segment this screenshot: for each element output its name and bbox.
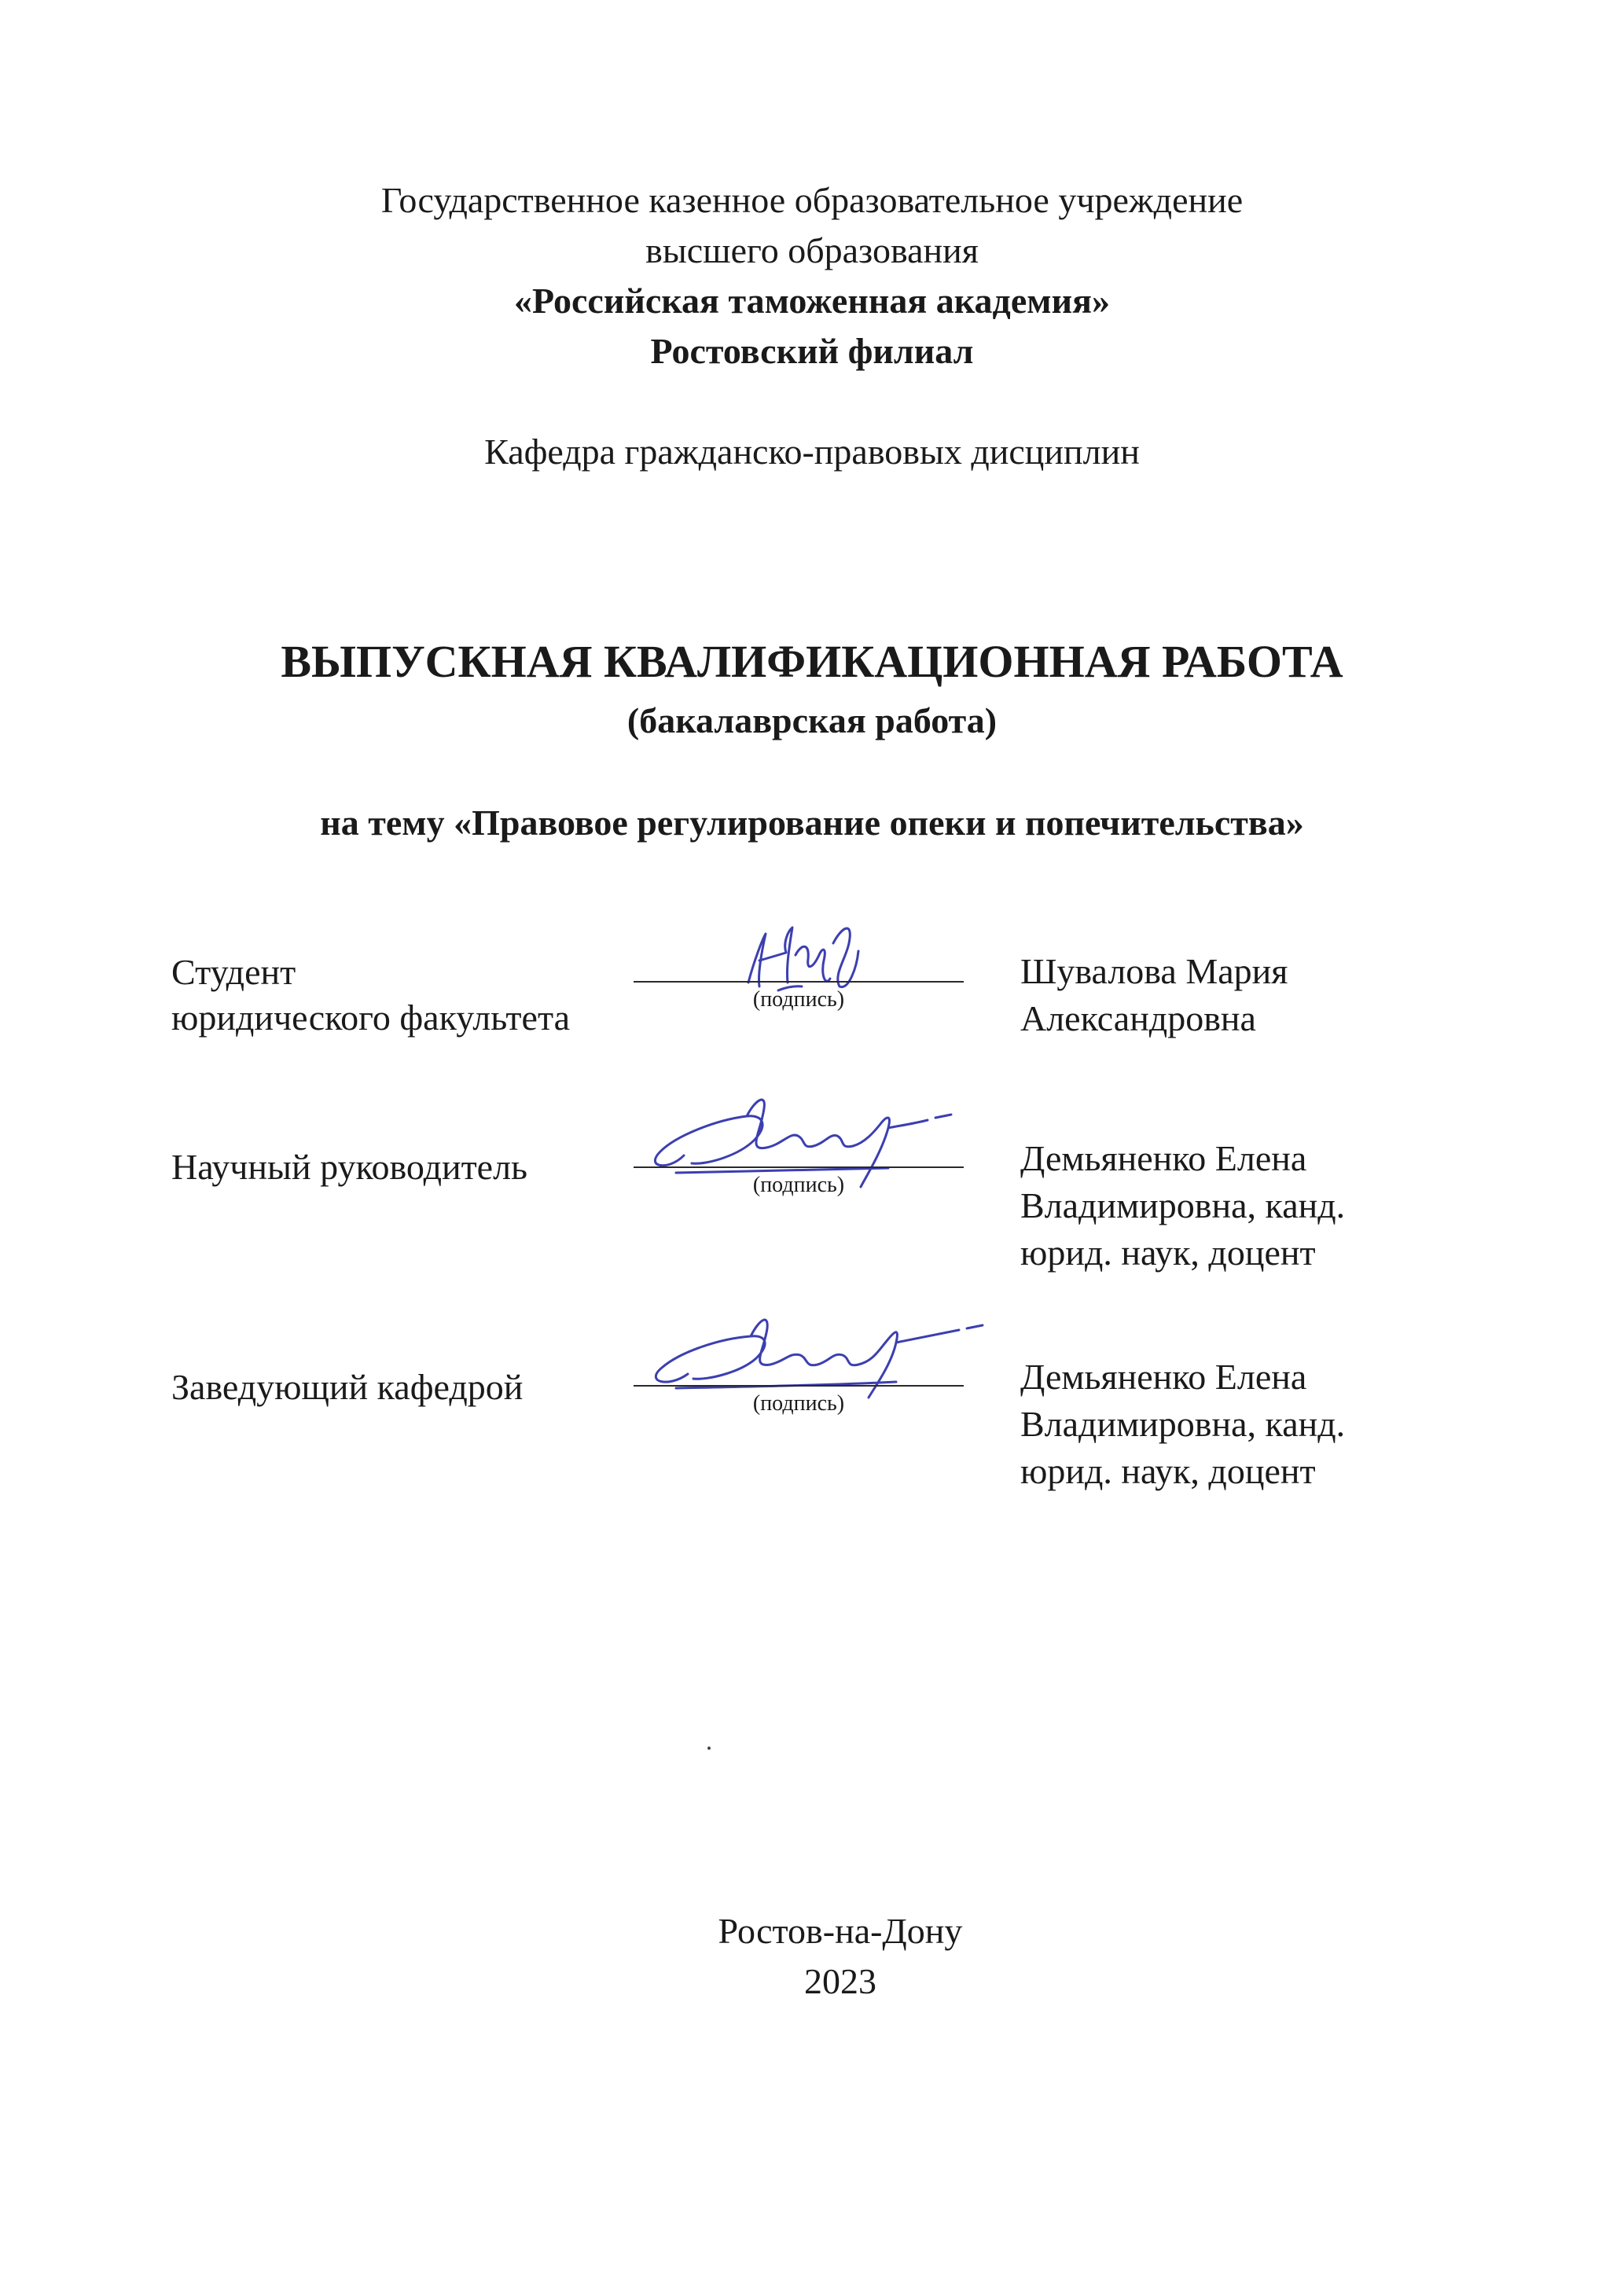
name-supervisor-line-1: Демьяненко Елена (1020, 1138, 1307, 1178)
name-supervisor-line-3: юрид. наук, доцент (1020, 1232, 1316, 1273)
work-subtitle: (бакалаврская работа) (626, 700, 998, 740)
stray-dot (707, 1747, 711, 1750)
work-title: ВЫПУСКНАЯ КВАЛИФИКАЦИОННАЯ РАБОТА (281, 636, 1343, 687)
branch-name: Ростовский филиал (650, 331, 974, 371)
name-supervisor (1020, 1135, 1345, 1277)
name-student (1020, 948, 1288, 1042)
academy-name: «Российская таможенная академия» (514, 281, 1110, 321)
signature-caption-student: (подпись) (752, 987, 845, 1012)
name-head-line-3: юрид. наук, доцент (1020, 1451, 1316, 1491)
institution-line-2: высшего образования (645, 230, 979, 270)
name-student-line-1: Шувалова Мария (1020, 951, 1288, 991)
role-head (171, 1365, 523, 1410)
institution-line-1: Государственное казенное образовательное учреждение (380, 180, 1244, 220)
name-head-line-2: Владимировна, канд. (1020, 1404, 1346, 1444)
role-supervisor-line-1: Научный руководитель (171, 1147, 528, 1187)
role-student (171, 950, 570, 1041)
signature-line-student (634, 981, 964, 983)
name-head-line-1: Демьяненко Елена (1020, 1357, 1307, 1397)
city: Ростов-на-Дону (718, 1911, 963, 1951)
year: 2023 (804, 1961, 876, 2001)
signature-caption-supervisor: (подпись) (752, 1173, 845, 1197)
role-supervisor (171, 1144, 527, 1190)
signature-line-head (634, 1385, 964, 1387)
name-supervisor-line-2: Владимировна, канд. (1020, 1185, 1346, 1225)
role-student-line-2: юридического факультета (171, 997, 571, 1038)
name-head (1020, 1354, 1345, 1495)
department-name: Кафедра гражданско-правовых дисциплин (484, 432, 1140, 472)
work-topic: на тему «Правовое регулирование опеки и попечительства» (320, 803, 1304, 843)
role-student-line-1: Студент (171, 952, 296, 992)
role-head-line-1: Заведующий кафедрой (171, 1367, 524, 1407)
signature-caption-head: (подпись) (752, 1391, 845, 1416)
head-signature (629, 1295, 1006, 1405)
name-student-line-2: Александровна (1020, 998, 1256, 1038)
signature-line-supervisor (634, 1166, 964, 1168)
